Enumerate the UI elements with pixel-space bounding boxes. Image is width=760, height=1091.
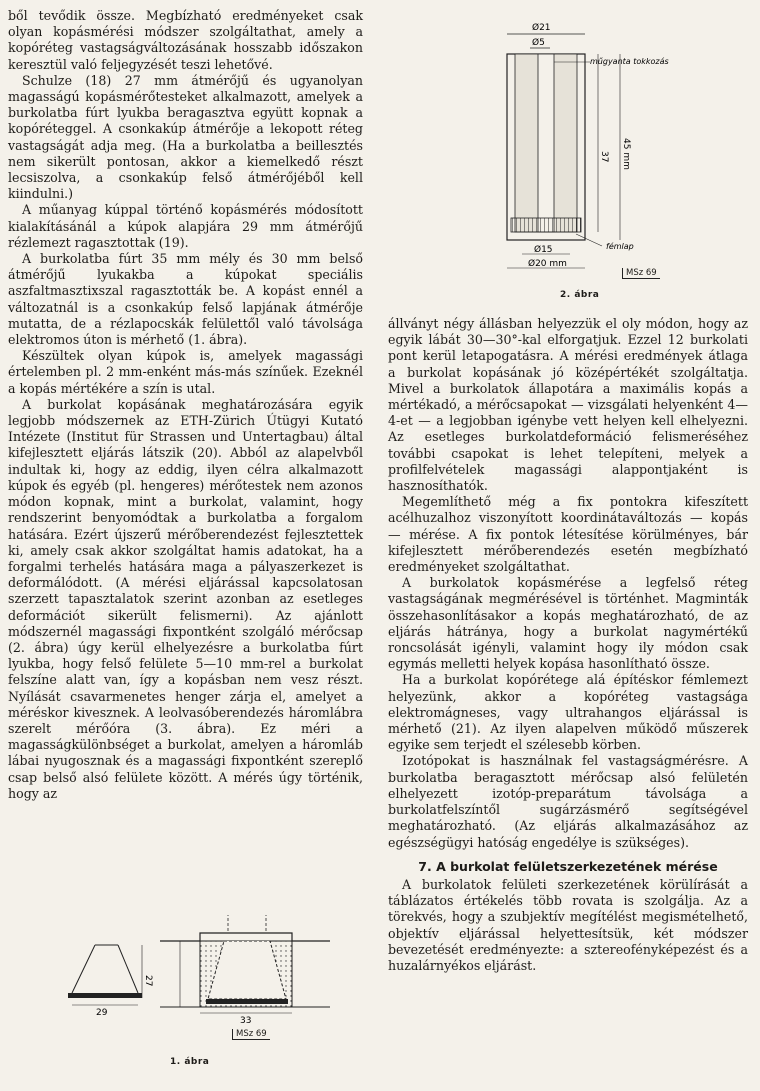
paragraph: állványt négy állásban helyezzük el oly módon, hogy az egyik lábát 30—30°-kal elforgatjuk. Ezzel 12 burkolati pont kerül letapogatásra. A mérési eredmények átlaga a burkolat kopásának jó középértékét szolgáltatja. Mivel a burkolatok állapotára a maximális kopás a mértékadó, a mérőcsapokat — vizsgálati helyenként 4—4-et — a legjobban igénybe vett helyen kell elhelyezni. Az esetleges burkolatdeformáció felismeréséhez további csapokat is lehet telepíteni, melyek a profilfelvételek magassági alappontjaként is hasznosíthatók. (388, 316, 748, 494)
dim-d21: Ø21 (532, 23, 551, 33)
dim-27: 27 (143, 975, 153, 987)
figure-2-stamp: MSz 69 (622, 268, 660, 279)
paragraph: A műanyag kúppal történő kopásmérés módosított kialakításánál a kúpok alapjára 29 mm átmérőjű rézlemezt ragasztottak (19). (8, 202, 363, 250)
dim-h45: 45 mm (621, 138, 631, 170)
right-column (388, 316, 748, 974)
paragraph: Schulze (18) 27 mm átmérőjű és ugyanolyan magasságú kopásmérőtesteket alkalmazott, amelyek a burkolatba fúrt lyukba beragasztva együtt kopnak a kopóréteggel. A csonkakúp átmérője a lekopott réteg vastagságát adja meg. (Ha a burkolatba a beillesztés nem sikerült pontosan, akkor a kiemelkedő részt lecsiszolva, a csonkakúp felső átmérőjéből kell kiindulni.) (8, 72, 363, 202)
dim-33: 33 (240, 1016, 252, 1026)
dim-d20: Ø20 mm (528, 259, 567, 269)
paragraph: Ha a burkolat kopórétege alá építéskor fémlemezt helyezünk, akkor a kopóréteg vastagsága elektromágneses, vagy ultrahangos eljárással is mérhető (21). Az ilyen alapelven működő műszerek egyike sem terjedt el szélesebb körben. (388, 672, 748, 753)
paragraph: Megemlíthető még a fix pontokra kifeszített acélhuzalhoz viszonyított koordinátaváltozás — kopás — mérése. A fix pontok létesítése körülményes, bár kifejlesztett mérőberendezés esetén megbízható eredményeket szolgáltathat. (388, 494, 748, 575)
dim-29: 29 (96, 1008, 108, 1018)
dim-d15: Ø15 (534, 245, 553, 255)
paragraph: A burkolat kopásának meghatározására egyik legjobb módszernek az ETH-Zürich Útügyi Kutató Intézete (Institut für Strassen und Untertagbau) által kifejlesztett eljárás látszik (20). Abból az alapelvből indultak ki, hogy az eddig, ilyen célra alkalmazott kúpok és egyéb (pl. hengeres) mérőtestek nem azonos módon kopnak, mint a burkolat, valamint, hogy rendszerint benyomódtak a burkolatba a forgalom hatására. Ezért újszerű mérőberendezést fejlesztettek ki, amely csak akkor szolgáltat hamis adatokat, ha a forgalmi terhelés hatására maga a pályaszerkezet is deformálódott. (A mérési eljárással kapcsolatosan szerzett tapasztalatok szerint azonban az esetleges deformációt sikerült felismerni). Az ajánlott módszernél magassági fixpontként szolgáló mérőcsap (2. ábra) úgy kerül elhelyezésre a burkolatba fúrt lyukba, hogy felső felülete 5—10 mm-rel a burkolat felszíne alatt van, így a kopásban nem vesz részt. Nyílását csavarmenetes henger zárja el, amelyet a méréskor kivesznek. A leolvasóberendezés háromlábra szerelt mérőóra (3. ábra). Ez méri a magasságkülönbséget a burkolat, amelyen a háromláb lábai nyugosznak és a magassági fixpontként szereplő csap belső alsó felülete között. A mérés úgy történik, hogy az (8, 396, 363, 801)
label-mugyanta: műgyanta tokkozás (590, 57, 669, 66)
paragraph: Készültek olyan kúpok is, amelyek magassági értelemben pl. 2 mm-enként más-más színűek. Ezeknél a kopás mértékére a szín is utal. (8, 348, 363, 396)
paragraph: ből tevődik össze. Megbízható eredményeket csak olyan kopásmérési módszer szolgáltathat, amely a kopóréteg vastagságváltozásának hosszabb időszakon keresztül való feljegyzését teszi lehetővé. (8, 8, 363, 72)
dim-d5: Ø5 (532, 38, 545, 48)
paragraph: Izotópokat is használnak fel vastagságmérésre. A burkolatba beragasztott mérőcsap alsó felületén elhelyezett izotóp-preparátum távolsága a burkolatfelszíntől sugárzásmérő segítségével meghatározható. (Az eljárás alkalmazásához az egészségügyi hatóság engedélye is szükséges). (388, 753, 748, 850)
figure-1-stamp: MSz 69 (232, 1029, 270, 1040)
dim-h37: 37 (599, 151, 609, 163)
figure-1-drawing (10, 895, 365, 1055)
paragraph: A burkolatba fúrt 35 mm mély és 30 mm belső átmérőjű lyukakba a kúpokat speciális aszfaltmasztixszal ragasztották be. A kopást ennél a változatnál is a csonkakúp felső lapjának átmérője mutatta, de a rézlapocskák felülettől való távolsága elektromos úton is mérhető (1. ábra). (8, 251, 363, 348)
section-heading: 7. A burkolat felületszerkezetének mérése (418, 858, 718, 874)
figure-2-drawing (480, 6, 750, 286)
figure-1-caption: 1. ábra (170, 1057, 210, 1067)
left-column (8, 8, 363, 802)
paragraph: A burkolatok kopásmérése a legfelső réteg vastagságának megmérésével is történhet. Magminták összehasonlításakor a kopás meghatározható, de az eljárás hátránya, hogy a burkolat nagymértékű roncsolását igényli, valamint hogy ily módon csak egymás melletti helyek kopása hasonlítható össze. (388, 575, 748, 672)
figure-2 (480, 6, 750, 306)
paragraph: A burkolatok felületi szerkezetének körülírását a táblázatos értékelés több rovata is szolgálja. Az a törekvés, hogy a szubjektív megítélést megismételhető, objektív eljárással helyettesítsük, két módszer bevezetését eredményezte: a sztereofényképezést és a huzalárnyékos eljárást. (388, 876, 748, 973)
label-femlap: fémlap (606, 242, 634, 251)
figure-2-caption: 2. ábra (560, 290, 600, 300)
figure-1 (10, 895, 365, 1085)
